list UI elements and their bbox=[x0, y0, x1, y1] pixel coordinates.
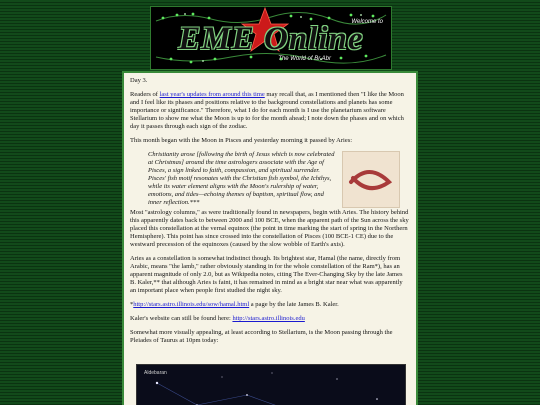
paragraph-text: * bbox=[130, 301, 134, 308]
last-year-updates-link[interactable]: last year's updates from around this time bbox=[159, 91, 265, 98]
article-day-heading: Day 3. bbox=[130, 77, 148, 84]
kaler-website-link[interactable]: http://stars.astro.illinois.edu bbox=[232, 315, 305, 322]
article-paragraph-4: Aries as a constellation is somewhat indistinct though. Its brightest star, Hamal (the name, directly from Arabic, means "the lamb," rather obviously standing in for the whole constellation of the Ram*), has an apparent magnitude of only 2.0, but as Wikipedia notes, citing The Ever-Changing Sky by the late James B. Kaler,** that although Aries is faint, it has remained in mind as a bright star near what was apparently an important place when people first studied the night sky. bbox=[130, 255, 403, 294]
paragraph-text: Kaler's website can still be found here: bbox=[130, 315, 233, 322]
article-paragraph-2: This month began with the Moon in Pisces and yesterday morning it passed by Aries: bbox=[130, 137, 353, 144]
article-paragraph-5 bbox=[130, 301, 410, 309]
welcome-text: Welcome to bbox=[351, 19, 383, 25]
paragraph-text: may recall that, as I mentioned then "I like the Moon and I feel like its phases and positions relative to the background constellations and planets has some importance or significance." Therefore, what I do for each month is I use the planetarium software Stellarium to show me what the Moon is up to for the month ahead; I note down the phases and on which day it passes through each sign of the zodiac. bbox=[130, 91, 404, 130]
night-sky-stars bbox=[137, 365, 405, 405]
aldebaran-label: Aldebaran bbox=[144, 370, 167, 376]
stellarium-sky-image bbox=[136, 364, 406, 405]
article-content bbox=[122, 71, 418, 405]
article-paragraph-7: Somewhat more visually appealing, at least according to Stellarium, is the Moon passing through the Pleiades of Taurus at 10pm today: bbox=[130, 329, 393, 344]
article-paragraph-3: Most "astrology columns," as were traditionally found in newspapers, begin with Aries. The history behind this apparently dates back to between 2000 and 100 BCE, when the apparent path of the Sun across the sky placed this constellation at the vernal equinox (the point in time marking the start of spring in the Northern Hemisphere). This point has since crossed into the constellation of Pisces (100 BCE-1 CE) due to the westward precession of the equinoxes (caused by the slow wobble of Earth's axis). bbox=[130, 209, 409, 248]
site-logo-text: EME Online bbox=[178, 21, 364, 57]
site-banner[interactable] bbox=[150, 6, 392, 70]
paragraph-text: Readers of bbox=[130, 91, 160, 98]
paragraph-text: a page by the late James B. Kaler. bbox=[249, 301, 339, 308]
site-tagline: The World of Br.Abr bbox=[278, 56, 331, 62]
hamal-page-link[interactable]: http://stars.astro.illinois.edu/sow/hamal.html bbox=[133, 301, 250, 308]
article-paragraph-1 bbox=[130, 91, 410, 131]
pisces-quote-text: Christianity arose [following the birth of Jesus which is now celebrated at Christmas] around the time astrologers associate with the Age of Pisces, a sign linked to faith, compassion, and spiritual surrender. Pisces' fish motif resonates with the Christian fish symbol, the Ichthys, while its water element aligns with the Moon's rulership of water, emotions, and tides—echoing themes of baptism, spiritual flow, and inner reflection.*** bbox=[148, 151, 335, 206]
ichthys-fish-icon bbox=[343, 152, 399, 207]
ichthys-image bbox=[342, 151, 400, 208]
pisces-quote-block bbox=[130, 151, 410, 207]
article-paragraph-6 bbox=[130, 315, 410, 323]
